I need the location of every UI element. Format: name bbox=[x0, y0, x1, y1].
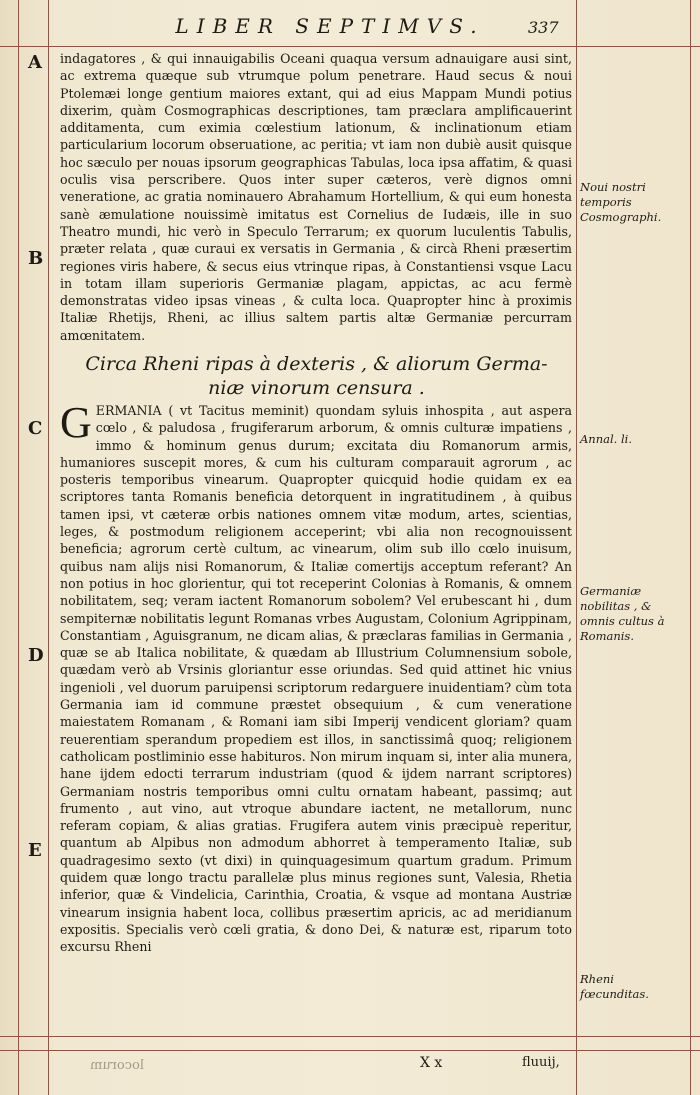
marginal-note-nobilitas: Germaniæ nobilitas , & omnis cultus à Romanis. bbox=[580, 584, 665, 643]
running-head: LIBER SEPTIMVS. bbox=[175, 14, 485, 38]
section-letter-d: D bbox=[28, 645, 44, 666]
heading-line-1: Circa Rheni ripas à dexteris , & aliorum Germa- bbox=[85, 353, 548, 375]
marginal-note-cosmographi: Noui nostri temporis Cosmographi. bbox=[580, 180, 662, 224]
paragraph-1 bbox=[60, 50, 572, 344]
section-letter-e: E bbox=[28, 840, 42, 861]
margin-rule-right-inner bbox=[576, 0, 577, 1095]
drop-cap: G bbox=[60, 398, 92, 447]
section-letter-b: B bbox=[28, 248, 44, 269]
margin-rule-bottom bbox=[0, 1036, 700, 1037]
margin-rule-left-outer bbox=[18, 0, 19, 1095]
section-letter-c: C bbox=[28, 418, 43, 439]
margin-rule-right-outer bbox=[690, 0, 691, 1095]
margin-rule-bottom-2 bbox=[0, 1050, 700, 1051]
paragraph-1-text: indagatores , & qui innauigabilis Oceani quaqua versum adnauigare ausi sint, ac extrema quæque sub vtrumque polum penetrare. Haud secus & noui Ptolemæi longe gentium maiores extant, qui ad eius Mappam Mundi potius dixerim, quàm Cosmographicas descriptiones, tam præclara amplificauerint additamenta, cum eximia cœlestium lationum, & inclinationum etiam particularium locorum obseruatione, ac peritia; vt iam non dubiè ausit quisque hoc sæculo per nouas ipsorum geographicas Tabulas, loca ipsa affatim, & quasi oculis visa perscribere. Quos inter super cæteros, verè dignos omni veneratione, ac gratia nominauero Abrahamum Hortellium, & qui eum honesta sanè æmulatione nouissimè imitatus est Cornelius de Iudæis, ille in suo Theatro mundi, hic verò in Speculo Terrarum; ex quorum luculentis Tabulis, præter relata , quæ curaui ex versatis in Germania , & circà Rheni præsertim regiones viris habere, & secus eius vtrinque ripas, à Constantiensi vsque Lacu in totam illam superioris Germaniæ plagam, appictas, ac acu fermè demonstratas video ipsas vineas , & culta loca. Quapropter hinc à proximis Italiæ Rhetijs, Rheni, ac illius saltem partis altæ Germaniæ percurram amœnitatem. bbox=[60, 51, 572, 343]
margin-rule-left-inner bbox=[48, 0, 49, 1095]
signature-mark: X x bbox=[420, 1055, 443, 1071]
bleed-through-text: locorum bbox=[90, 1058, 145, 1073]
heading-line-2: niæ vinorum censura . bbox=[208, 377, 425, 399]
catchword: fluuij, bbox=[522, 1055, 560, 1070]
page-number: 337 bbox=[528, 18, 559, 37]
marginal-note-annal: Annal. li. bbox=[580, 432, 632, 446]
section-letter-a: A bbox=[28, 52, 42, 73]
paragraph-2-text: ERMANIA ( vt Tacitus meminit) quondam syluis inhospita , aut aspera cœlo , & paludosa , frugiferarum arborum, & omnis culturæ impatiens , immo & hominum genus durum; excitata diu Romanorum armis, humaniores suscepit mores, & cum his culturam comparauit agrorum , ac posteris temporibus vinearum. Quapropter quicquid hodie quidam ex ea scriptores tanta Romanis beneficia detorquent in ingratitudinem , à quibus tamen ipsi, vt cæteræ orbis nationes omnem vitæ modum, artes, scientias, leges, & postmodum religionem acceperint; vbi alia non recognouissent beneficia; agrorum certè cultum, ac vinearum, olim sub illo cœlo inuisum, quibus nam alijs nisi Romanorum, & Italiæ comertijs acceptum referant? An non potius in hoc glorientur, qui tot receperint Colonias à Romanis, & omnem nobilitatem, seq; veram iactent Romanorum sobolem? Vel erubescant hi , dum sempiternæ nobilitatis legunt Romanas vrbes Augustam, Colonium Agrippinam, Constantiam , Aguisgranum, ne dicam alias, & præclaras familias in Germania , quæ se ab Italica nobilitate, & quædam ab Illustrium Columnensium sobole, quædam verò ab Vrsinis gloriantur esse oriundas. Sed quid attinet hic vnius ingenioli , vel duorum paruipensi scriptorum redarguere inuidentiam? cùm tota Germania iam id commune præstet obsequium , & cum veneratione maiestatem Romanam , & Romani iam sibi Imperij vendicent gloriam? quam reuerentiam sperandum propediem est illos, in sanctissimâ quoq; religionem catholicam postliminio esse habituros. Non mirum inquam si, inter alia munera, hane ijdem edocti terrarum industriam (quod & ijdem narrant scriptores) Germaniam nostris temporibus omni cultu ornatam habeant, passimq; aut frumento , aut vino, aut vtroque abundare iactent, ne metallorum, nunc referam copiam, & alias gratias. Frugifera autem vinis præcipuè reperitur, quantum ab Alpibus non admodum abhorret à temperamento Italiæ, sub quadragesimo sexto (vt dixi) in quinquagesimum quartum gradum. Primum quidem quæ longo tractu parallelæ plus minus regiones sunt, Valesia, Rhetia inferior, quæ & Vindelicia, Carinthia, Croatia, & vsque ad montana Austriæ vinearum insignia habent loca, collibus præsertim apricis, ac ad meridianum expositis. Specialis verò cœli gratia, & dono Dei, & naturæ est, riparum toto excursu Rheni bbox=[60, 403, 572, 955]
marginal-note-rheni: Rheni fœcunditas. bbox=[580, 972, 649, 1001]
section-heading bbox=[64, 352, 569, 400]
margin-rule-top bbox=[0, 46, 700, 47]
paragraph-2 bbox=[60, 398, 572, 956]
